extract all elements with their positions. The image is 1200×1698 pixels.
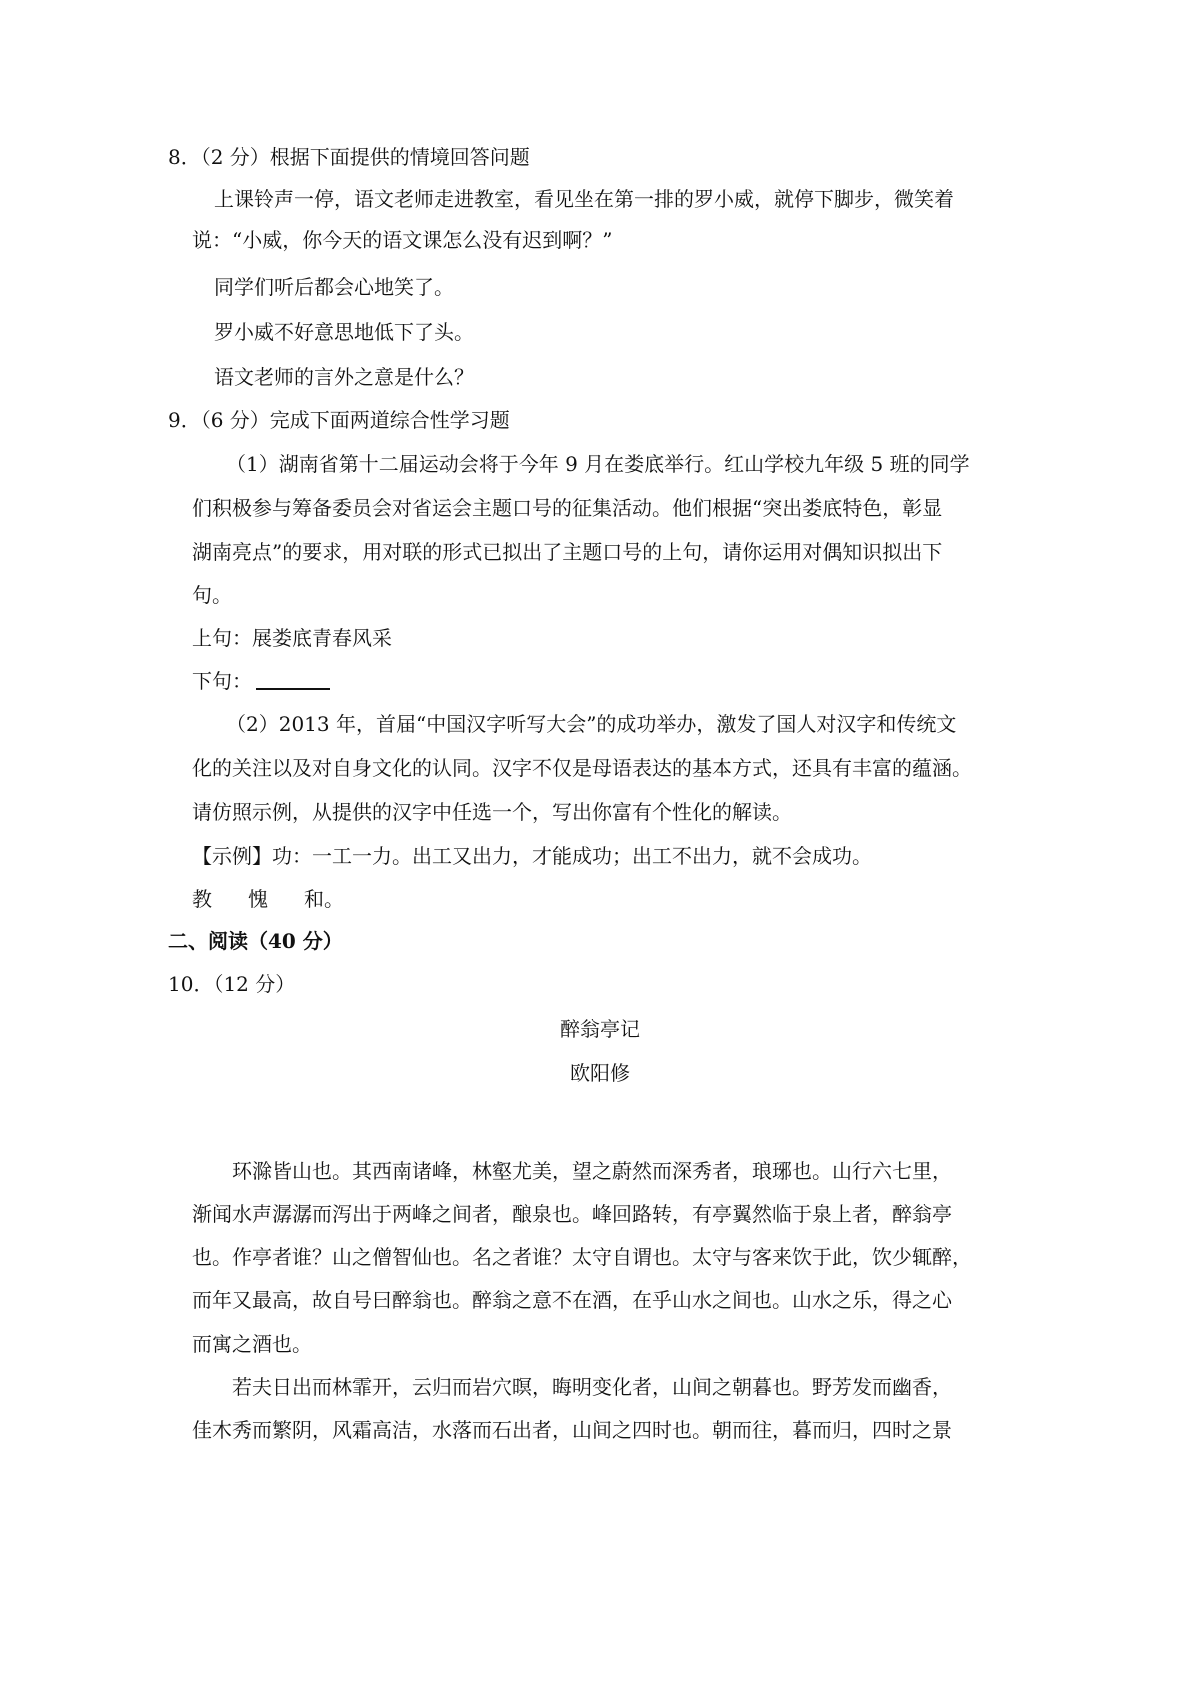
- q9-example-line: 【示例】功：一工一力。出工又出力，才能成功；出工不出力，就不会成功。: [192, 844, 872, 868]
- q9-char-options: [192, 886, 344, 912]
- q9-part2-line-3: 请仿照示例，从提供的汉字中任选一个，写出你富有个性化的解读。: [192, 800, 792, 824]
- essay-p1-line-1: 环滁皆山也。其西南诸峰，林壑尤美，望之蔚然而深秀者，琅琊也。山行六七里，: [232, 1159, 952, 1183]
- answer-blank[interactable]: [256, 668, 330, 690]
- q9-upper-line: 上句：展娄底青春风采: [192, 626, 392, 650]
- q9-part1-line-2: 们积极参与筹备委员会对省运会主题口号的征集活动。他们根据“突出娄底特色，彰显: [192, 496, 943, 520]
- essay-p2-line-2: 佳木秀而繁阴，风霜高洁，水落而石出者，山间之四时也。朝而往，暮而归，四时之景: [192, 1418, 952, 1442]
- q10-title: 10．（12 分）: [168, 972, 296, 996]
- q8-line-4: 罗小威不好意思地低下了头。: [214, 320, 474, 344]
- essay-title: 醉翁亭记: [560, 1017, 640, 1041]
- q8-title: 8．（2 分）根据下面提供的情境回答问题: [168, 145, 530, 169]
- essay-p1-line-3: 也。作亭者谁？山之僧智仙也。名之者谁？太守自谓也。太守与客来饮于此，饮少辄醉，: [192, 1245, 972, 1269]
- q9-title: 9．（6 分）完成下面两道综合性学习题: [168, 408, 510, 432]
- essay-p1-line-5: 而寓之酒也。: [192, 1332, 312, 1356]
- q9-part1-line-1: （1）湖南省第十二届运动会将于今年 9 月在娄底举行。红山学校九年级 5 班的同学: [226, 452, 970, 476]
- q9-lower-label: 下句：: [192, 669, 252, 693]
- char-option-3: 和。: [304, 887, 344, 911]
- essay-p1-line-2: 渐闻水声潺潺而泻出于两峰之间者，酿泉也。峰回路转，有亭翼然临于泉上者，醉翁亭: [192, 1202, 952, 1226]
- section-2-title: 二、阅读（40 分）: [168, 929, 343, 953]
- essay-author: 欧阳修: [570, 1061, 630, 1085]
- q9-lower-line: [192, 668, 330, 694]
- q9-part2-line-2: 化的关注以及对自身文化的认同。汉字不仅是母语表达的基本方式，还具有丰富的蕴涵。: [192, 756, 972, 780]
- essay-p2-line-1: 若夫日出而林霏开，云归而岩穴暝，晦明变化者，山间之朝暮也。野芳发而幽香，: [232, 1375, 952, 1399]
- char-option-2: 愧: [248, 887, 268, 911]
- q8-line-1: 上课铃声一停，语文老师走进教室，看见坐在第一排的罗小威，就停下脚步，微笑着: [214, 187, 954, 211]
- q8-line-5: 语文老师的言外之意是什么？: [214, 365, 474, 389]
- q9-part2-line-1: （2）2013 年，首届“中国汉字听写大会”的成功举办，激发了国人对汉字和传统文: [226, 712, 957, 736]
- essay-p1-line-4: 而年又最高，故自号曰醉翁也。醉翁之意不在酒，在乎山水之间也。山水之乐，得之心: [192, 1288, 952, 1312]
- q9-part1-line-3: 湖南亮点”的要求，用对联的形式已拟出了主题口号的上句，请你运用对偶知识拟出下: [192, 540, 943, 564]
- char-option-1: 教: [192, 887, 212, 911]
- q8-line-3: 同学们听后都会心地笑了。: [214, 275, 454, 299]
- q8-line-2: 说：“小威，你今天的语文课怎么没有迟到啊？”: [192, 228, 613, 252]
- q9-part1-line-4: 句。: [192, 583, 232, 607]
